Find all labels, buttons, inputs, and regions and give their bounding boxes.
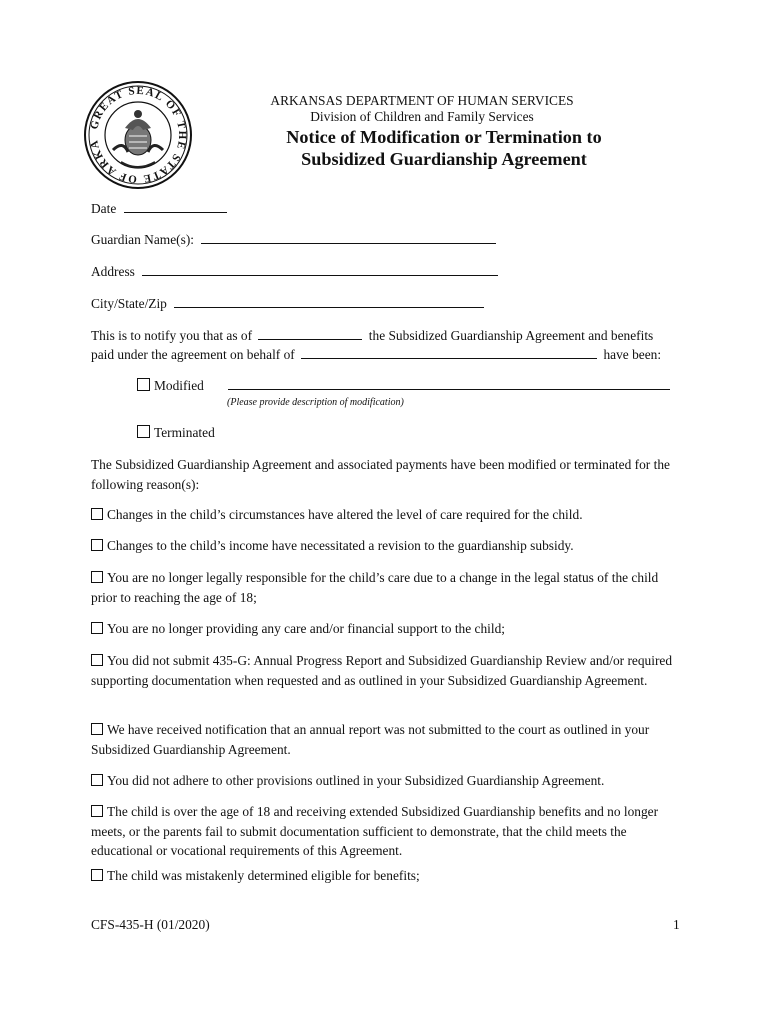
guardian-label: Guardian Name(s): bbox=[91, 232, 194, 247]
reason-text: You did not submit 435-G: Annual Progress Report and Subsidized Guardianship Review and/or required supporting documentation when requested and as outlined in your Subsidized Guardianship Agreement. bbox=[91, 653, 673, 688]
form-title-line1: Notice of Modification or Termination to bbox=[286, 127, 602, 147]
reason-text: The child is over the age of 18 and receiving extended Subsidized Guardianship benefits and no longer meets, or the parents fail to submit documentation sufficient to demonstrate, that the child meets the educational or vocational requirements of this Agreement. bbox=[91, 804, 659, 858]
reason-text: We have received notification that an annual report was not submitted to the court as outlined in your Subsidized Guardianship Agreement. bbox=[91, 722, 650, 757]
terminated-label: Terminated bbox=[154, 425, 215, 440]
department-name: ARKANSAS DEPARTMENT OF HUMAN SERVICES bbox=[270, 93, 574, 108]
seal-arc-text: GREAT SEAL OF THE STATE OF ARKA bbox=[88, 84, 189, 186]
address-row bbox=[91, 262, 498, 281]
city-row bbox=[91, 294, 484, 313]
form-id: CFS-435-H (01/2020) bbox=[91, 917, 210, 932]
reason-text: The child was mistakenly determined eligible for benefits; bbox=[107, 868, 420, 883]
reason-checkbox[interactable] bbox=[91, 508, 103, 520]
city-label: City/State/Zip bbox=[91, 296, 167, 311]
reason-text: Changes in the child’s circumstances have altered the level of care required for the child. bbox=[107, 507, 583, 522]
reason-checkbox[interactable] bbox=[91, 571, 103, 583]
reason-item[interactable] bbox=[91, 771, 681, 791]
reason-checkbox[interactable] bbox=[91, 723, 103, 735]
reason-checkbox[interactable] bbox=[91, 539, 103, 551]
reason-text: You are no longer legally responsible for the child’s care due to a change in the legal status of the child prior to reaching the age of 18; bbox=[91, 570, 659, 605]
reason-item[interactable] bbox=[91, 720, 681, 759]
reason-item[interactable] bbox=[91, 651, 681, 690]
effective-date-field[interactable] bbox=[258, 326, 362, 340]
reason-checkbox[interactable] bbox=[91, 654, 103, 666]
modified-checkbox[interactable] bbox=[137, 378, 150, 391]
reason-checkbox[interactable] bbox=[91, 774, 103, 786]
page-number: 1 bbox=[673, 917, 680, 932]
reason-checkbox[interactable] bbox=[91, 622, 103, 634]
child-name-field[interactable] bbox=[301, 345, 597, 359]
reason-item[interactable] bbox=[91, 866, 681, 886]
reason-item[interactable] bbox=[91, 505, 681, 525]
terminated-checkbox[interactable] bbox=[137, 425, 150, 438]
date-row bbox=[91, 199, 227, 218]
reason-item[interactable] bbox=[91, 619, 681, 639]
reason-item[interactable] bbox=[91, 568, 681, 607]
address-label: Address bbox=[91, 264, 135, 279]
reason-text: Changes to the child’s income have necessitated a revision to the guardianship subsidy. bbox=[107, 538, 574, 553]
terminated-option[interactable] bbox=[137, 423, 215, 442]
modification-description-field[interactable] bbox=[228, 389, 670, 390]
reason-item[interactable] bbox=[91, 536, 681, 556]
notify-text-4: have been: bbox=[603, 347, 662, 362]
notify-text-2: the Subsidized Guardianship Agreement and benefits bbox=[368, 328, 654, 343]
notify-line2 bbox=[91, 345, 661, 364]
seal-graphic bbox=[83, 80, 193, 190]
reason-item[interactable] bbox=[91, 802, 681, 861]
modified-label: Modified bbox=[154, 378, 204, 393]
reason-text: You did not adhere to other provisions outlined in your Subsidized Guardianship Agreement. bbox=[107, 773, 605, 788]
form-title-line2: Subsidized Guardianship Agreement bbox=[301, 149, 587, 169]
reason-checkbox[interactable] bbox=[91, 805, 103, 817]
guardian-field[interactable] bbox=[201, 230, 496, 244]
date-field[interactable] bbox=[124, 199, 227, 213]
state-seal bbox=[83, 80, 193, 190]
division-name: Division of Children and Family Services bbox=[310, 109, 534, 124]
guardian-row bbox=[91, 230, 496, 249]
notify-text-3: paid under the agreement on behalf of bbox=[91, 347, 295, 362]
notify-line1 bbox=[91, 326, 653, 345]
reasons-intro: The Subsidized Guardianship Agreement and associated payments have been modified or terminated for the following reason(s): bbox=[91, 457, 670, 492]
date-label: Date bbox=[91, 201, 117, 216]
notify-text-1: This is to notify you that as of bbox=[91, 328, 253, 343]
reason-checkbox[interactable] bbox=[91, 869, 103, 881]
reason-text: You are no longer providing any care and/or financial support to the child; bbox=[107, 621, 506, 636]
modified-option[interactable] bbox=[137, 376, 204, 395]
address-field[interactable] bbox=[142, 262, 498, 276]
city-field[interactable] bbox=[174, 294, 484, 308]
modification-hint: (Please provide description of modification) bbox=[227, 397, 404, 408]
